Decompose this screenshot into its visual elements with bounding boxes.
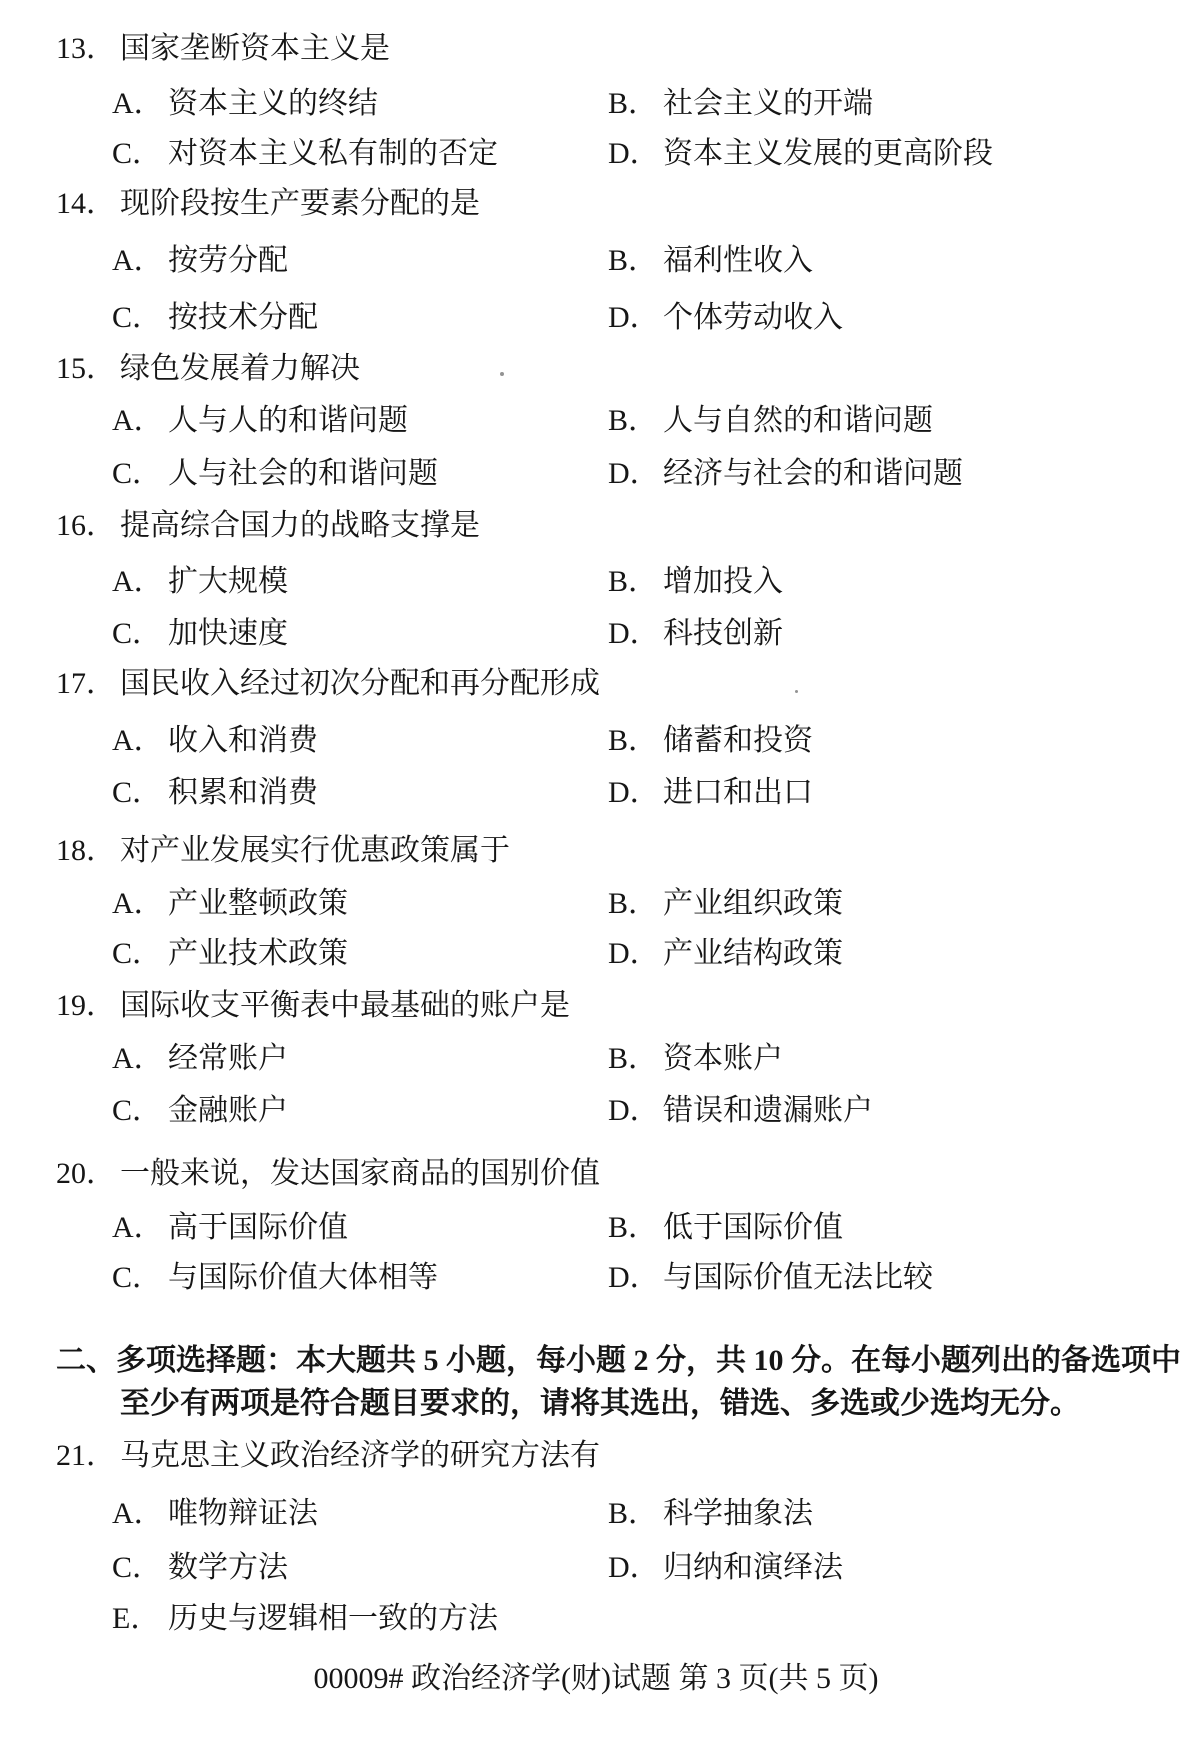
option-label: B． <box>608 1042 659 1075</box>
question-15-options-ab <box>0 403 1192 439</box>
section-2-header-line-2 <box>0 1386 1192 1422</box>
question-number: 20． <box>56 1157 116 1190</box>
option-c <box>112 300 318 336</box>
option-e <box>112 1601 498 1637</box>
option-a <box>112 403 408 439</box>
option-d <box>608 456 963 492</box>
option-text: 错误和遗漏账户 <box>663 1094 873 1127</box>
option-label: D． <box>608 1261 660 1294</box>
question-text: 现阶段按生产要素分配的是 <box>120 187 480 220</box>
question-21-options-ab <box>0 1496 1192 1532</box>
question-16-options-ab <box>0 564 1192 600</box>
option-text: 对资本主义私有制的否定 <box>168 137 498 170</box>
option-text: 人与人的和谐问题 <box>168 404 408 437</box>
option-text: 加快速度 <box>168 617 288 650</box>
option-label: A． <box>112 724 164 757</box>
question-text: 国民收入经过初次分配和再分配形成 <box>120 667 600 700</box>
question-14-options-ab <box>0 243 1192 279</box>
question-text: 提高综合国力的战略支撑是 <box>120 509 480 542</box>
question-13-options-ab <box>0 86 1192 122</box>
question-text: 绿色发展着力解决 <box>120 352 360 385</box>
option-text: 福利性收入 <box>663 244 813 277</box>
option-c <box>112 136 498 172</box>
option-text: 人与自然的和谐问题 <box>663 404 933 437</box>
option-c <box>112 616 288 652</box>
option-d <box>608 300 843 336</box>
option-d <box>608 136 993 172</box>
option-b <box>608 564 783 600</box>
question-15-options-cd <box>0 456 1192 492</box>
option-label: B． <box>608 1497 659 1530</box>
option-text: 低于国际价值 <box>663 1211 843 1244</box>
option-label: A． <box>112 1211 164 1244</box>
question-16-options-cd <box>0 616 1192 652</box>
section-header-text: 至少有两项是符合题目要求的，请将其选出，错选、多选或少选均无分。 <box>120 1387 1080 1420</box>
section-2-header-line-1 <box>0 1343 1192 1379</box>
question-17-stem <box>0 666 1192 702</box>
question-20-options-ab <box>0 1210 1192 1246</box>
option-text: 社会主义的开端 <box>663 87 873 120</box>
option-label: B． <box>608 887 659 920</box>
option-label: C． <box>112 1551 163 1584</box>
option-b <box>608 723 813 759</box>
option-label: B． <box>608 565 659 598</box>
option-label: B． <box>608 87 659 120</box>
option-label: D． <box>608 1094 660 1127</box>
question-18-stem <box>0 833 1192 869</box>
option-label: D． <box>608 776 660 809</box>
option-text: 唯物辩证法 <box>168 1497 318 1530</box>
option-label: C． <box>112 937 163 970</box>
option-d <box>608 1093 873 1129</box>
question-17-options-ab <box>0 723 1192 759</box>
option-label: D． <box>608 617 660 650</box>
option-c <box>112 456 438 492</box>
section-number: 二、 <box>56 1344 116 1377</box>
option-text: 产业组织政策 <box>663 887 843 920</box>
option-label: C． <box>112 137 163 170</box>
option-d <box>608 936 843 972</box>
question-number: 15． <box>56 352 116 385</box>
option-text: 收入和消费 <box>168 724 318 757</box>
option-text: 积累和消费 <box>168 776 318 809</box>
option-text: 增加投入 <box>663 565 783 598</box>
option-text: 科技创新 <box>663 617 783 650</box>
option-label: B． <box>608 1211 659 1244</box>
option-d <box>608 1260 933 1296</box>
scan-speck <box>500 372 504 376</box>
option-text: 产业整顿政策 <box>168 887 348 920</box>
option-label: B． <box>608 404 659 437</box>
option-label: A． <box>112 1497 164 1530</box>
question-19-options-cd <box>0 1093 1192 1129</box>
option-text: 科学抽象法 <box>663 1497 813 1530</box>
option-label: D． <box>608 937 660 970</box>
option-text: 经常账户 <box>168 1042 288 1075</box>
option-a <box>112 723 318 759</box>
option-b <box>608 403 933 439</box>
option-d <box>608 1550 843 1586</box>
question-18-options-cd <box>0 936 1192 972</box>
option-text: 经济与社会的和谐问题 <box>663 457 963 490</box>
option-text: 产业技术政策 <box>168 937 348 970</box>
option-c <box>112 936 348 972</box>
page-footer <box>0 1661 1192 1697</box>
option-c <box>112 775 318 811</box>
question-number: 14． <box>56 187 116 220</box>
option-label: A． <box>112 887 164 920</box>
question-13-stem <box>0 31 1192 67</box>
option-label: C． <box>112 301 163 334</box>
option-text: 金融账户 <box>168 1094 288 1127</box>
option-b <box>608 1210 843 1246</box>
option-label: C． <box>112 1261 163 1294</box>
option-d <box>608 775 813 811</box>
section-header-text: 多项选择题：本大题共 5 小题，每小题 2 分，共 10 分。在每小题列出的备选项中 <box>116 1344 1181 1377</box>
option-text: 按技术分配 <box>168 301 318 334</box>
question-21-options-cd <box>0 1550 1192 1586</box>
question-text: 一般来说，发达国家商品的国别价值 <box>120 1157 600 1190</box>
option-label: C． <box>112 617 163 650</box>
option-text: 进口和出口 <box>663 776 813 809</box>
question-13-options-cd <box>0 136 1192 172</box>
question-number: 18． <box>56 834 116 867</box>
question-19-options-ab <box>0 1041 1192 1077</box>
option-text: 资本主义的终结 <box>168 87 378 120</box>
option-a <box>112 1041 288 1077</box>
option-label: D． <box>608 1551 660 1584</box>
option-label: D． <box>608 137 660 170</box>
option-label: A． <box>112 1042 164 1075</box>
option-a <box>112 243 288 279</box>
option-text: 产业结构政策 <box>663 937 843 970</box>
option-label: D． <box>608 301 660 334</box>
option-label: E． <box>112 1602 161 1635</box>
option-label: B． <box>608 724 659 757</box>
option-a <box>112 1496 318 1532</box>
option-label: A． <box>112 565 164 598</box>
option-d <box>608 616 783 652</box>
question-number: 17． <box>56 667 116 700</box>
option-text: 资本账户 <box>663 1042 783 1075</box>
option-text: 储蓄和投资 <box>663 724 813 757</box>
question-18-options-ab <box>0 886 1192 922</box>
option-a <box>112 564 288 600</box>
option-text: 资本主义发展的更高阶段 <box>663 137 993 170</box>
question-20-stem <box>0 1156 1192 1192</box>
question-number: 16． <box>56 509 116 542</box>
question-15-stem <box>0 351 1192 387</box>
option-label: B． <box>608 244 659 277</box>
option-text: 人与社会的和谐问题 <box>168 457 438 490</box>
option-b <box>608 1041 783 1077</box>
question-16-stem <box>0 508 1192 544</box>
option-b <box>608 243 813 279</box>
option-text: 与国际价值大体相等 <box>168 1261 438 1294</box>
option-text: 高于国际价值 <box>168 1211 348 1244</box>
question-21-option-e <box>0 1601 1192 1637</box>
question-number: 21． <box>56 1439 116 1472</box>
option-c <box>112 1550 288 1586</box>
question-19-stem <box>0 988 1192 1024</box>
option-a <box>112 86 378 122</box>
question-17-options-cd <box>0 775 1192 811</box>
question-20-options-cd <box>0 1260 1192 1296</box>
option-text: 个体劳动收入 <box>663 301 843 334</box>
option-text: 归纳和演绎法 <box>663 1551 843 1584</box>
option-text: 按劳分配 <box>168 244 288 277</box>
question-number: 19． <box>56 989 116 1022</box>
option-label: A． <box>112 87 164 120</box>
option-text: 与国际价值无法比较 <box>663 1261 933 1294</box>
option-c <box>112 1093 288 1129</box>
question-14-options-cd <box>0 300 1192 336</box>
option-a <box>112 886 348 922</box>
option-text: 数学方法 <box>168 1551 288 1584</box>
question-14-stem <box>0 186 1192 222</box>
option-a <box>112 1210 348 1246</box>
option-label: C． <box>112 457 163 490</box>
footer-text: 00009# 政治经济学(财)试题 第 3 页(共 5 页) <box>313 1662 879 1695</box>
option-label: C． <box>112 1094 163 1127</box>
question-number: 13． <box>56 32 116 65</box>
option-label: C． <box>112 776 163 809</box>
question-text: 对产业发展实行优惠政策属于 <box>120 834 510 867</box>
option-text: 历史与逻辑相一致的方法 <box>168 1602 498 1635</box>
option-label: D． <box>608 457 660 490</box>
question-text: 马克思主义政治经济学的研究方法有 <box>120 1439 600 1472</box>
option-b <box>608 86 873 122</box>
question-21-stem <box>0 1438 1192 1474</box>
question-text: 国家垄断资本主义是 <box>120 32 390 65</box>
scan-speck <box>795 690 798 693</box>
option-b <box>608 886 843 922</box>
option-label: A． <box>112 244 164 277</box>
option-text: 扩大规模 <box>168 565 288 598</box>
option-b <box>608 1496 813 1532</box>
question-text: 国际收支平衡表中最基础的账户是 <box>120 989 570 1022</box>
option-c <box>112 1260 438 1296</box>
option-label: A． <box>112 404 164 437</box>
